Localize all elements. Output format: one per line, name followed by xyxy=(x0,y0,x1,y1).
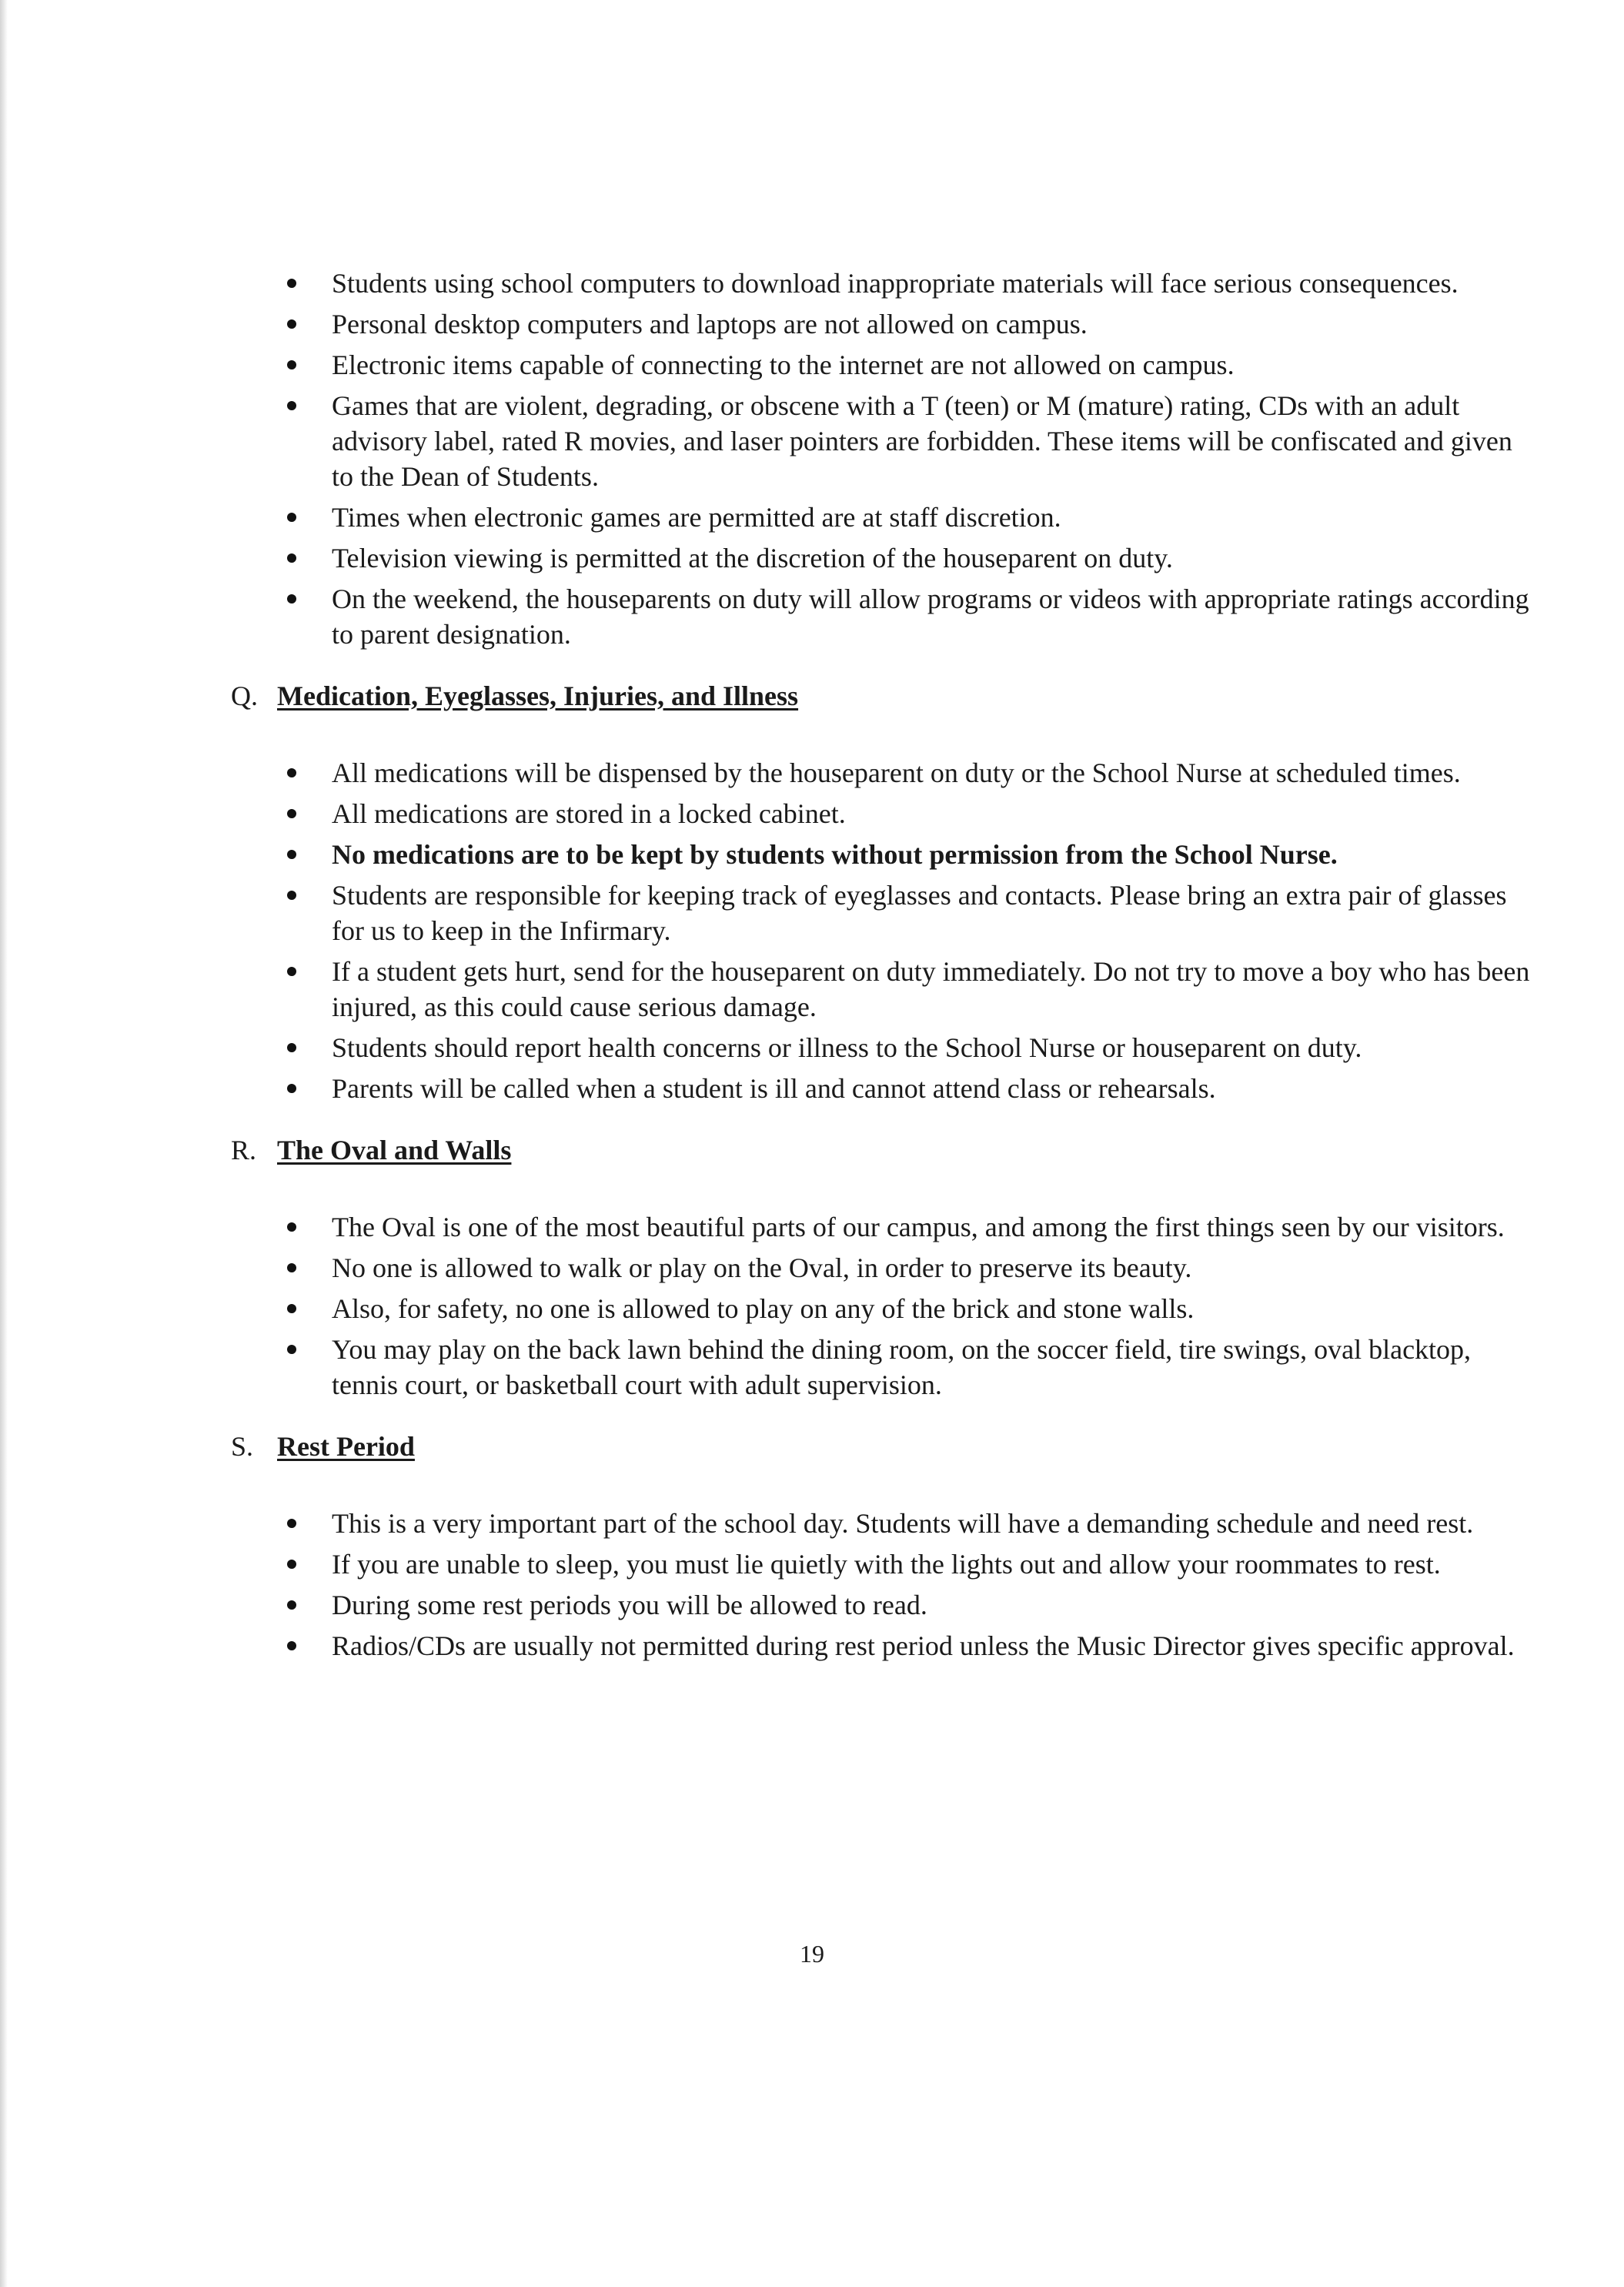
bullet-icon xyxy=(287,1304,296,1313)
list-item xyxy=(231,500,1539,535)
bullet-icon xyxy=(287,809,296,818)
bullet-icon xyxy=(287,553,296,563)
list-item xyxy=(231,837,1539,872)
bullet-icon xyxy=(287,401,296,410)
section-title: Medication, Eyeglasses, Injuries, and Illness xyxy=(277,680,799,711)
bullet-text: Also, for safety, no one is allowed to play on any of the brick and stone walls. xyxy=(332,1293,1195,1324)
bullet-text: Students should report health concerns or illness to the School Nurse or houseparent on duty. xyxy=(332,1032,1362,1063)
bullet-icon xyxy=(287,1600,296,1610)
bullet-text: All medications are stored in a locked cabinet. xyxy=(332,798,846,829)
bullet-icon xyxy=(287,891,296,900)
list-item xyxy=(231,388,1539,494)
list-item xyxy=(231,954,1539,1025)
bullet-text: This is a very important part of the school day. Students will have a demanding schedule and need rest. xyxy=(332,1508,1474,1539)
section-s-bullet-list xyxy=(231,1506,1539,1663)
bullet-icon xyxy=(287,768,296,777)
bullet-icon xyxy=(287,1560,296,1569)
bullet-text: You may play on the back lawn behind the dining room, on the soccer field, tire swings, oval blacktop, tennis court, or basketball court with adult supervision. xyxy=(332,1334,1472,1400)
section-r-bullet-list xyxy=(231,1209,1539,1403)
bullet-icon xyxy=(287,319,296,329)
list-item xyxy=(231,1071,1539,1106)
list-item xyxy=(231,1332,1539,1403)
section-letter: S. xyxy=(231,1431,254,1462)
bullet-icon xyxy=(287,1519,296,1528)
bullet-text: Times when electronic games are permitted are at staff discretion. xyxy=(332,502,1061,533)
list-item xyxy=(231,1628,1539,1663)
bullet-icon xyxy=(287,360,296,369)
section-heading-r xyxy=(231,1132,1539,1168)
bullet-icon xyxy=(287,279,296,288)
list-item xyxy=(231,581,1539,652)
bullet-icon xyxy=(287,594,296,604)
bullet-icon xyxy=(287,967,296,976)
list-item xyxy=(231,755,1539,791)
bullet-icon xyxy=(287,1084,296,1093)
list-item xyxy=(231,540,1539,576)
bullet-text: Students using school computers to download inappropriate materials will face serious consequences. xyxy=(332,268,1459,299)
section-q-bullet-list xyxy=(231,755,1539,1106)
document-body xyxy=(231,266,1539,1669)
bullet-icon xyxy=(287,1222,296,1232)
list-item xyxy=(231,1030,1539,1065)
bullet-text: Games that are violent, degrading, or obscene with a T (teen) or M (mature) rating, CDs with an adult advisory label, rated R movies, and laser pointers are forbidden. These items will be confiscated and given to the Dean of Students. xyxy=(332,390,1512,492)
list-item xyxy=(231,306,1539,342)
bullet-text: Parents will be called when a student is ill and cannot attend class or rehearsals. xyxy=(332,1073,1216,1104)
bullet-icon xyxy=(287,1263,296,1272)
section-letter: R. xyxy=(231,1135,257,1165)
bullet-text: Students are responsible for keeping track of eyeglasses and contacts. Please bring an extra pair of glasses for us to keep in the Infirmary. xyxy=(332,880,1507,946)
bullet-icon xyxy=(287,513,296,522)
section-heading-q xyxy=(231,678,1539,714)
bullet-icon xyxy=(287,1641,296,1650)
section-title: The Oval and Walls xyxy=(277,1135,512,1165)
list-item xyxy=(231,1250,1539,1286)
section-heading-s xyxy=(231,1429,1539,1464)
bullet-text: No one is allowed to walk or play on the Oval, in order to preserve its beauty. xyxy=(332,1252,1192,1283)
bullet-text: The Oval is one of the most beautiful parts of our campus, and among the first things seen by our visitors. xyxy=(332,1212,1505,1242)
bullet-text: Electronic items capable of connecting to the internet are not allowed on campus. xyxy=(332,349,1235,380)
page-number: 19 xyxy=(800,1940,824,1968)
bullet-text: If a student gets hurt, send for the houseparent on duty immediately. Do not try to move a boy who has been injured, as this could cause serious damage. xyxy=(332,956,1530,1022)
bullet-text: All medications will be dispensed by the houseparent on duty or the School Nurse at scheduled times. xyxy=(332,757,1461,788)
bullet-text: Television viewing is permitted at the discretion of the houseparent on duty. xyxy=(332,543,1173,573)
bullet-text: On the weekend, the houseparents on duty will allow programs or videos with appropriate ratings according to parent designation. xyxy=(332,583,1529,650)
list-item xyxy=(231,796,1539,831)
bullet-icon xyxy=(287,850,296,859)
intro-bullet-list xyxy=(231,266,1539,652)
bullet-text: Radios/CDs are usually not permitted during rest period unless the Music Director gives specific approval. xyxy=(332,1630,1515,1661)
bullet-text: During some rest periods you will be allowed to read. xyxy=(332,1590,927,1620)
list-item xyxy=(231,1546,1539,1582)
bullet-icon xyxy=(287,1345,296,1354)
list-item xyxy=(231,1587,1539,1623)
bullet-text-bold: No medications are to be kept by students without permission from the School Nurse. xyxy=(332,839,1338,870)
section-letter: Q. xyxy=(231,680,258,711)
list-item xyxy=(231,1291,1539,1326)
list-item xyxy=(231,347,1539,383)
bullet-icon xyxy=(287,1043,296,1052)
list-item xyxy=(231,266,1539,301)
bullet-text: If you are unable to sleep, you must lie quietly with the lights out and allow your roommates to rest. xyxy=(332,1549,1441,1580)
list-item xyxy=(231,1506,1539,1541)
section-title: Rest Period xyxy=(277,1431,415,1462)
bullet-text: Personal desktop computers and laptops are not allowed on campus. xyxy=(332,309,1088,339)
list-item xyxy=(231,1209,1539,1245)
list-item xyxy=(231,878,1539,948)
